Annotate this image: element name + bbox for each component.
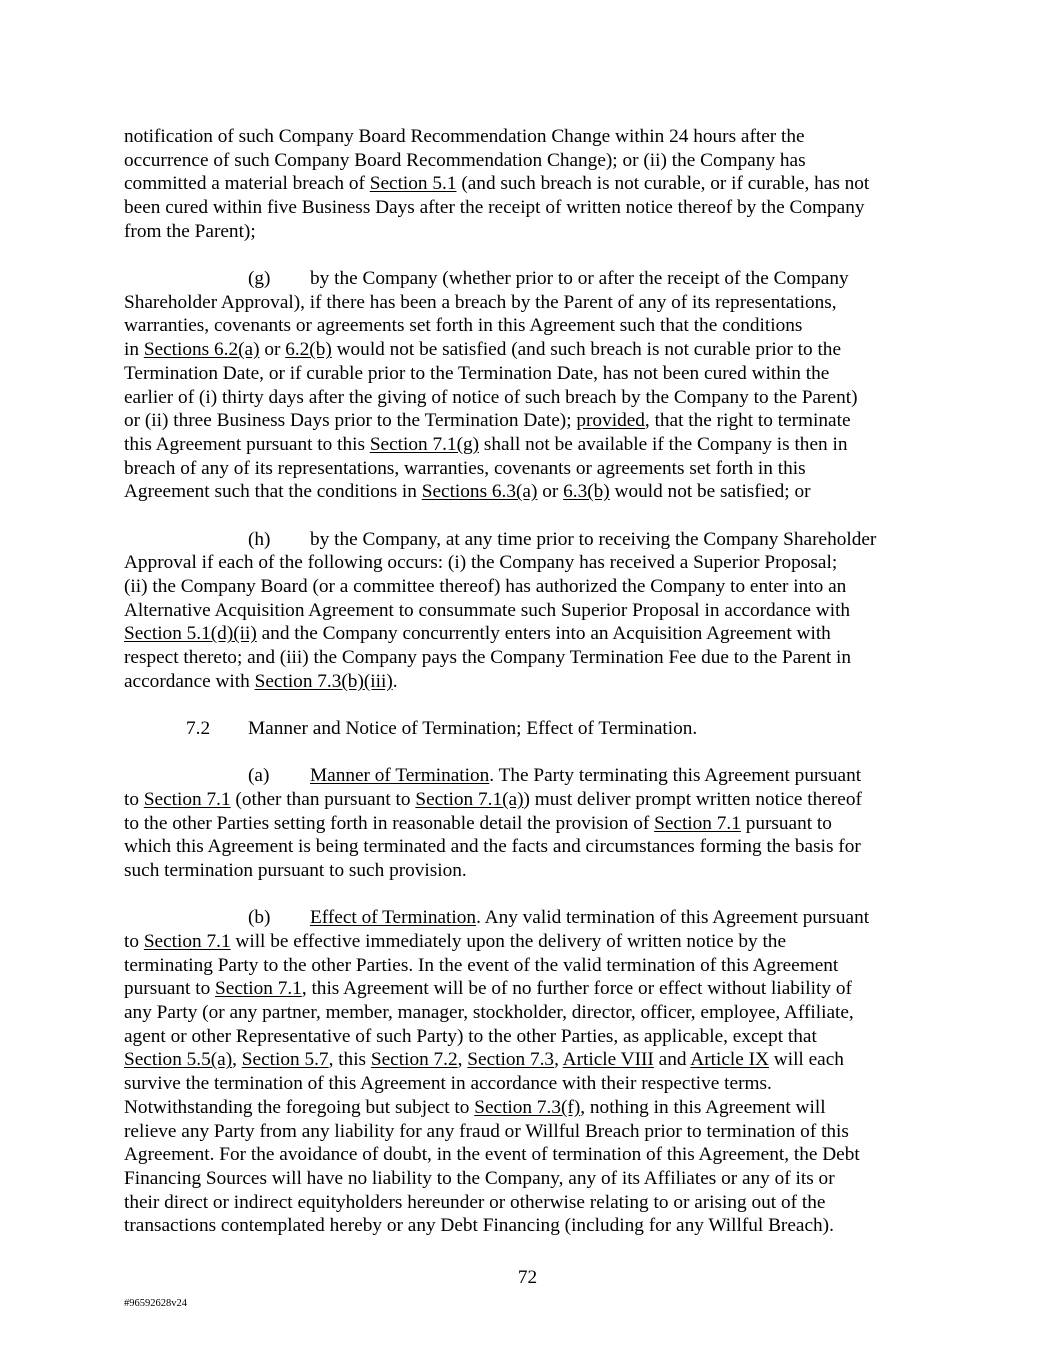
text-line (248, 529, 876, 550)
text-segment: would not be satisfied; or (609, 481, 811, 503)
clause-label: (b) (248, 907, 271, 929)
text-line (124, 623, 831, 644)
text-line: been cured within five Business Days after the receipt of written notice thereof by the Company (124, 197, 865, 219)
text-segment: committed a material breach of (124, 173, 370, 195)
text-line: transactions contemplated hereby or any Debt Financing (including for any Willful Breach). (124, 1215, 834, 1237)
text-segment: (and such breach is not curable, or if curable, has not (456, 173, 870, 195)
section-reference-link[interactable]: Sections 6.3(a) (421, 481, 538, 503)
text-segment: shall not be available if the Company is then in (479, 433, 848, 455)
text-segment: and the Company concurrently enters into an Acquisition Agreement with (256, 623, 831, 645)
section-reference-link[interactable]: Sections 6.2(a) (143, 339, 260, 361)
text-segment: or (537, 481, 564, 503)
text-line: Termination Date, or if curable prior to the Termination Date, has not been cured within the (124, 362, 830, 384)
text-line (124, 931, 786, 952)
text-line (248, 268, 849, 289)
text-segment: in (124, 339, 144, 361)
text-line: Alternative Acquisition Agreement to consummate such Superior Proposal in accordance with (124, 599, 851, 621)
text-segment: Notwithstanding the foregoing but subject to (124, 1096, 475, 1118)
text-segment: (other than pursuant to (230, 788, 416, 810)
text-segment: to (124, 788, 144, 810)
section-number: 7.2 (186, 717, 211, 739)
text-line: Agreement. For the avoidance of doubt, in the event of termination of this Agreement, the Debt (124, 1144, 860, 1166)
text-segment: , (554, 1049, 563, 1071)
text-segment: to (124, 930, 144, 952)
text-line: which this Agreement is being terminated and the facts and circumstances forming the basis for (124, 836, 861, 858)
text-segment: , this Agreement will be of no further force or effect without liability of (301, 978, 852, 1000)
section-heading-7-2 (124, 717, 932, 741)
section-reference-link[interactable]: 6.3(b) (563, 481, 610, 503)
text-line: respect thereto; and (iii) the Company pays the Company Termination Fee due to the Parent in (124, 647, 852, 669)
text-line (124, 789, 862, 810)
section-reference-link[interactable]: Section 7.3 (467, 1049, 555, 1071)
text-line: Financing Sources will have no liability to the Company, any of its Affiliates or any of its or (124, 1167, 835, 1189)
text-segment: or (ii) three Business Days prior to the Termination Date); (124, 410, 577, 432)
paragraph-a (124, 764, 932, 883)
document-id: #96592628v24 (124, 1298, 187, 1309)
text-line: terminating Party to the other Parties. In the event of the valid termination of this Agreement (124, 954, 839, 976)
text-line (124, 1097, 826, 1118)
text-line (124, 173, 869, 194)
clause-heading: Effect of Termination (310, 907, 477, 929)
provided-term: provided (576, 410, 645, 432)
text-segment: pursuant to (124, 978, 216, 1000)
paragraph-g (124, 267, 932, 504)
text-line (124, 671, 398, 692)
text-segment: , this (328, 1049, 371, 1071)
section-reference-link[interactable]: Section 7.1 (654, 812, 741, 834)
text-line: Approval if each of the following occurs: (i) the Company has received a Superior Proposal; (124, 552, 838, 574)
text-segment: pursuant to (740, 812, 832, 834)
text-line: any Party (or any partner, member, manager, stockholder, director, officer, employee, Affiliate, (124, 1002, 854, 1023)
paragraph-h (124, 528, 932, 694)
text-segment: , nothing in this Agreement will (580, 1096, 826, 1118)
text-segment: would not be satisfied (and such breach is not curable prior to the (331, 339, 841, 361)
section-reference-link[interactable]: Section 5.7 (241, 1049, 329, 1071)
text-line (124, 339, 841, 360)
paragraph-b (124, 906, 932, 1238)
text-line (124, 813, 832, 834)
text-line (124, 481, 811, 502)
text-line: survive the termination of this Agreement in accordance with their respective terms. (124, 1073, 772, 1095)
text-line: relieve any Party from any liability for any fraud or Willful Breach prior to termination of this (124, 1120, 849, 1142)
text-segment: or (259, 339, 286, 361)
section-reference-link[interactable]: Section 7.1(g) (369, 433, 480, 455)
section-reference-link[interactable]: Section 7.1(a) (415, 788, 524, 810)
text-segment: . The Party terminating this Agreement pursuant (489, 765, 862, 787)
text-segment: . (392, 670, 398, 692)
text-line: breach of any of its representations, warranties, covenants or agreements set forth in this (124, 457, 806, 479)
text-segment: , (457, 1049, 468, 1071)
section-reference-link[interactable]: Section 7.1 (215, 978, 302, 1000)
text-line: Shareholder Approval), if there has been a breach by the Parent of any of its representations, (124, 291, 837, 313)
text-line: (ii) the Company Board (or a committee thereof) has authorized the Company to enter into an (124, 575, 847, 597)
text-segment: will be effective immediately upon the delivery of written notice by the (230, 930, 787, 952)
article-reference-link[interactable]: Article IX (690, 1049, 769, 1071)
text-segment: , (232, 1049, 242, 1071)
clause-heading: Manner of Termination (310, 765, 490, 787)
section-reference-link[interactable]: Section 7.1 (143, 930, 231, 952)
text-line: warranties, covenants or agreements set forth in this Agreement such that the conditions (124, 315, 803, 337)
text-line: agent or other Representative of such Party) to the other Parties, as applicable, except that (124, 1025, 817, 1047)
section-reference-link[interactable]: Section 7.3(f) (474, 1096, 581, 1118)
text-segment: this Agreement pursuant to this (124, 433, 370, 455)
text-line: notification of such Company Board Recommendation Change within 24 hours after the (124, 126, 805, 147)
text-line: from the Parent); (124, 220, 256, 242)
text-line (248, 765, 861, 786)
text-segment: . Any valid termination of this Agreement pursuant (476, 907, 870, 929)
section-reference-link[interactable]: Section 7.2 (370, 1049, 458, 1071)
section-reference-link[interactable]: Section 7.3(b)(iii) (254, 670, 393, 692)
text-line (124, 978, 852, 999)
text-line (186, 718, 697, 739)
text-segment: and (653, 1049, 691, 1071)
text-line (124, 1049, 844, 1070)
text-line: their direct or indirect equityholders hereunder or otherwise relating to or arising out of the (124, 1191, 826, 1213)
text-segment: to the other Parties setting forth in reasonable detail the provision of (124, 812, 655, 834)
section-reference-link[interactable]: 6.2(b) (285, 339, 332, 361)
clause-label: (g) (248, 268, 271, 290)
page-number: 72 (517, 1267, 538, 1288)
text-segment: by the Company (whether prior to or after the receipt of the Company (310, 268, 849, 290)
text-line (124, 410, 851, 431)
text-segment: , that the right to terminate (644, 410, 851, 432)
text-line: occurrence of such Company Board Recommendation Change); or (ii) the Company has (124, 149, 806, 171)
paragraph-f-continuation (124, 125, 932, 244)
section-reference-link[interactable]: Section 5.1 (369, 173, 457, 195)
text-line (248, 907, 869, 928)
section-reference-link[interactable]: Section 5.1(d)(ii) (124, 623, 257, 645)
text-line: such termination pursuant to such provision. (124, 859, 467, 881)
text-segment: ) must deliver prompt written notice thereof (523, 788, 862, 810)
text-segment: will each (768, 1049, 844, 1071)
text-segment: by the Company, at any time prior to receiving the Company Shareholder (310, 528, 877, 550)
text-segment: Agreement such that the conditions in (124, 481, 422, 503)
section-reference-link[interactable]: Section 7.1 (143, 788, 231, 810)
section-title: Manner and Notice of Termination; Effect of Termination. (248, 717, 698, 739)
text-line (124, 434, 847, 455)
document-body (124, 125, 932, 1262)
text-segment: accordance with (124, 670, 255, 692)
text-line: earlier of (i) thirty days after the giving of notice of such breach by the Company to the Parent) (124, 386, 858, 408)
article-reference-link[interactable]: Article VIII (562, 1049, 654, 1071)
section-reference-link[interactable]: Section 5.5(a) (124, 1049, 233, 1071)
clause-label: (h) (248, 528, 271, 550)
clause-label: (a) (248, 765, 270, 787)
